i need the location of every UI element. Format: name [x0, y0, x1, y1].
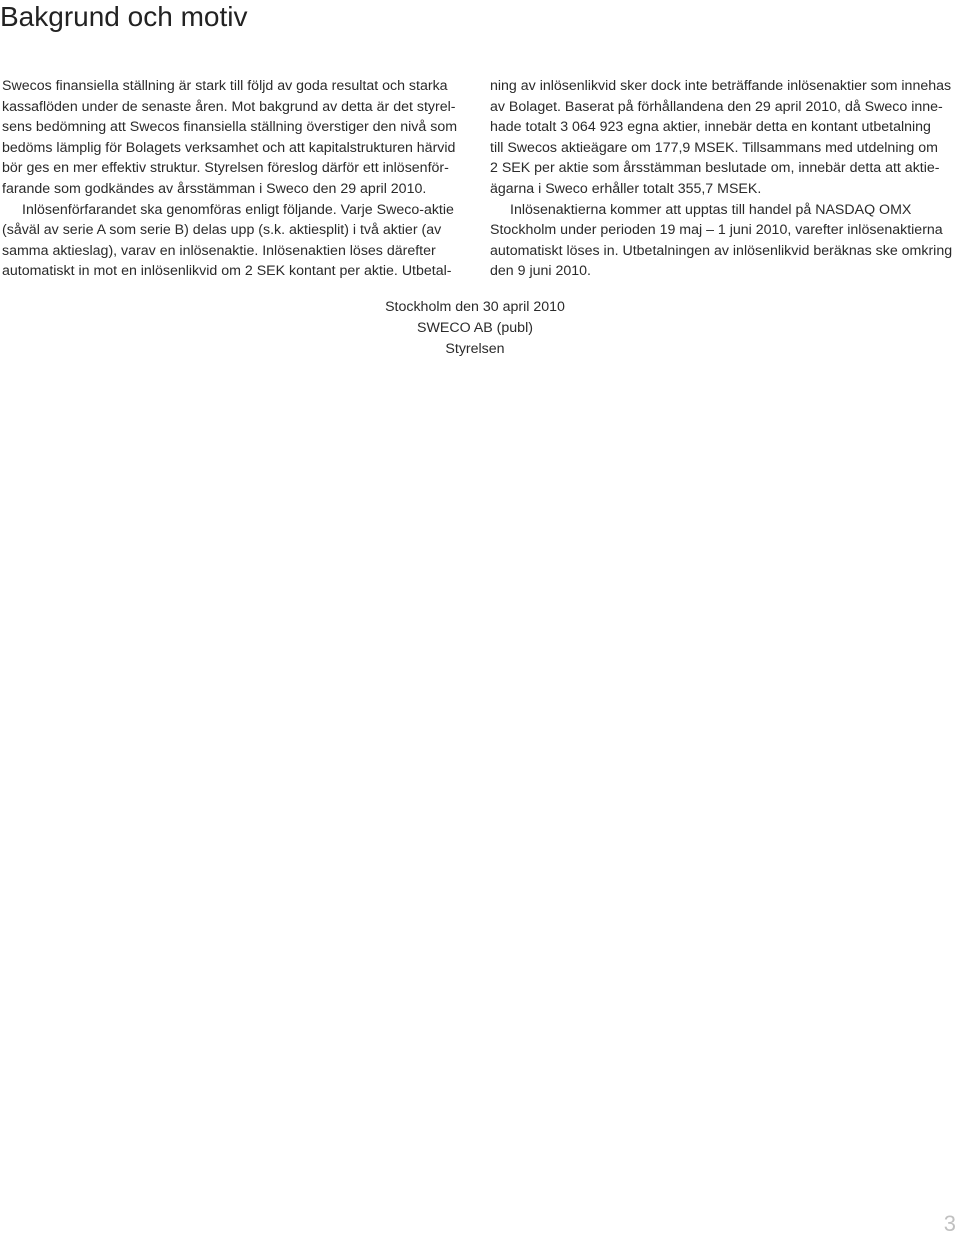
signature-place-date: Stockholm den 30 april 2010	[385, 299, 565, 315]
text-line: till Swecos aktieägare om 177,9 MSEK. Tillsammans med utdelning om	[490, 139, 938, 156]
text-line: Inlösenaktierna kommer att upptas till handel på NASDAQ OMX	[510, 201, 912, 218]
signature-block	[330, 297, 620, 360]
text-line: Stockholm under perioden 19 maj – 1 juni 2010, varefter inlösenaktierna	[490, 222, 943, 239]
text-line: automatiskt in mot en inlösenlikvid om 2 SEK kontant per aktie. Utbetal-	[2, 263, 452, 280]
text-line: 2 SEK per aktie som årsstämman beslutade om, innebär detta att aktie-	[490, 160, 940, 177]
text-line: sens bedömning att Swecos finansiella ställning överstiger den nivå som	[2, 119, 458, 136]
text-line: samma aktieslag), varav en inlösenaktie. Inlösenaktien löses därefter	[2, 242, 436, 259]
text-line: bör ges en mer effektiv struktur. Styrelsen föreslog därför ett inlösenför-	[2, 160, 449, 177]
page-number: 3	[943, 1211, 956, 1236]
text-line: farande som godkändes av årsstämman i Sweco den 29 april 2010.	[2, 180, 427, 197]
page-title: Bakgrund och motiv	[0, 1, 248, 32]
text-line: Swecos finansiella ställning är stark till följd av goda resultat och starka	[2, 78, 448, 94]
text-line: hade totalt 3 064 923 egna aktier, innebär detta en kontant utbetalning	[490, 119, 931, 136]
text-line: den 9 juni 2010.	[490, 263, 591, 280]
signature-company: SWECO AB (publ)	[417, 320, 533, 336]
text-line: kassaflöden under de senaste åren. Mot bakgrund av detta är det styrel-	[2, 98, 456, 115]
text-line: Inlösenförfarandet ska genomföras enligt följande. Varje Sweco-aktie	[22, 201, 454, 218]
text-line: (såväl av serie A som serie B) delas upp (s.k. aktiesplit) i två aktier (av	[2, 222, 442, 239]
signature-signer: Styrelsen	[445, 341, 505, 357]
left-text-column	[2, 76, 472, 282]
text-line: automatiskt löses in. Utbetalningen av inlösenlikvid beräknas ske omkring	[490, 242, 953, 259]
text-line: ägarna i Sweco erhåller totalt 355,7 MSEK.	[490, 180, 762, 197]
right-text-column	[490, 76, 955, 282]
text-line: av Bolaget. Baserat på förhållandena den 29 april 2010, då Sweco inne-	[490, 98, 943, 115]
text-line: ning av inlösenlikvid sker dock inte beträffande inlösenaktier som innehas	[490, 78, 952, 94]
text-line: bedöms lämplig för Bolagets verksamhet och att kapitalstrukturen härvid	[2, 139, 456, 156]
